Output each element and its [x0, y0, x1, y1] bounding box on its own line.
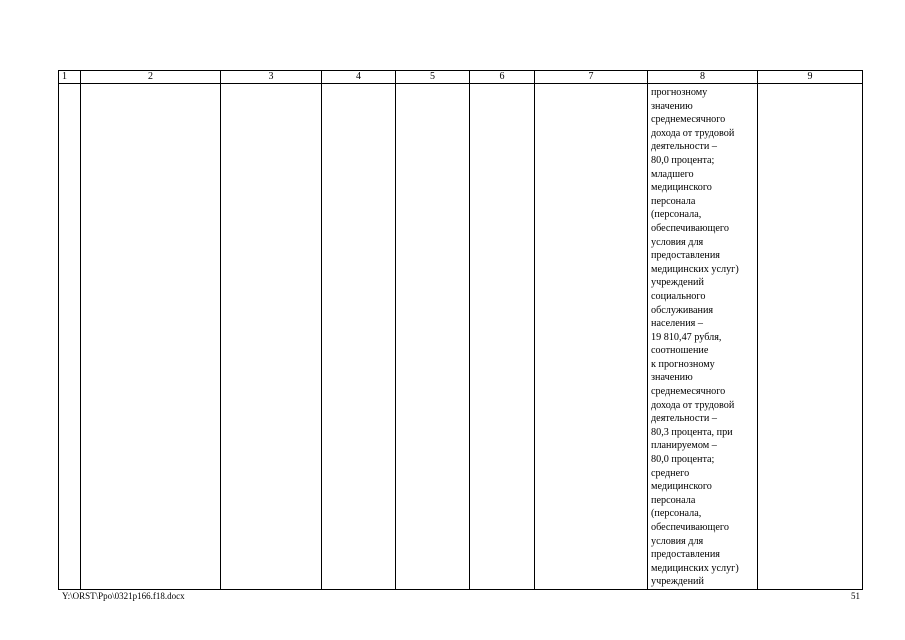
cell-text-line: условия для: [651, 236, 704, 248]
cell-text-line: (персонала,: [651, 209, 702, 221]
cell-text-line: условия для: [651, 535, 704, 547]
cell-text-line: учреждений: [651, 277, 704, 289]
cell-text-line: деятельности –: [651, 413, 717, 425]
cell-col-3: [221, 84, 322, 590]
cell-text-line: прогнозному: [651, 87, 708, 98]
cell-text-line: медицинских услуг): [651, 562, 739, 574]
cell-col-4: [322, 84, 396, 590]
column-header-3: 3: [221, 71, 322, 84]
cell-col-5: [396, 84, 470, 590]
cell-col-7: [535, 84, 648, 590]
cell-text-line: обеспечивающего: [651, 522, 729, 533]
cell-col-2: [81, 84, 221, 590]
cell-text-line: 80,0 процента;: [651, 454, 715, 466]
column-header-7: 7: [535, 71, 648, 84]
cell-text-line: (персонала,: [651, 508, 702, 520]
cell-text-line: дохода от трудовой: [651, 127, 735, 139]
cell-text-line: персонала: [651, 195, 696, 207]
cell-col-8: [648, 84, 758, 590]
cell-col-6: [470, 84, 535, 590]
cell-text-line: 80,3 процента, при: [651, 426, 733, 438]
column-header-1: 1: [59, 71, 81, 84]
cell-text-line: 19 810,47 рубля,: [651, 331, 722, 343]
header-row: [59, 71, 863, 84]
cell-col-9: [758, 84, 863, 590]
cell-text-line: среднемесячного: [651, 386, 726, 398]
column-header-6: 6: [470, 71, 535, 84]
cell-text-line: предоставления: [651, 250, 720, 262]
cell-text-line: обеспечивающего: [651, 222, 729, 234]
cell-text-line: социального: [651, 290, 706, 302]
cell-text-line: среднего: [651, 467, 690, 479]
cell-text-line: предоставления: [651, 549, 720, 561]
cell-text-line: значению: [651, 372, 693, 384]
document-table: [58, 70, 863, 590]
column-header-8: 8: [648, 71, 758, 84]
cell-text-line: значению: [651, 100, 693, 112]
cell-text-line: учреждений: [651, 576, 704, 588]
cell-text-line: младшего: [651, 168, 694, 180]
table-row: [59, 84, 863, 590]
cell-col-1: [59, 84, 81, 590]
footer-page-number: 51: [851, 591, 860, 601]
cell-text-line: 80,0 процента;: [651, 154, 715, 166]
cell-text-line: персонала: [651, 494, 696, 506]
cell-text-line: соотношение: [651, 345, 709, 357]
cell-text-line: медицинских услуг): [651, 263, 739, 275]
cell-text-line: деятельности –: [651, 141, 717, 153]
cell-text-line: медицинского: [651, 182, 712, 194]
cell-text-line: дохода от трудовой: [651, 399, 735, 411]
column-header-4: 4: [322, 71, 396, 84]
footer-file-path: Y:\ORST\Ppo\0321p166.f18.docx: [62, 591, 185, 601]
column-header-5: 5: [396, 71, 470, 84]
cell-text-line: обслуживания: [651, 304, 714, 316]
column-header-9: 9: [758, 71, 863, 84]
cell-text-line: к прогнозному: [651, 358, 715, 370]
cell-col-8-text: [648, 84, 757, 589]
column-header-2: 2: [81, 71, 221, 84]
cell-text-line: населения –: [651, 318, 703, 330]
cell-text-line: медицинского: [651, 481, 712, 493]
cell-text-line: среднемесячного: [651, 114, 726, 126]
cell-text-line: планируемом –: [651, 440, 717, 452]
